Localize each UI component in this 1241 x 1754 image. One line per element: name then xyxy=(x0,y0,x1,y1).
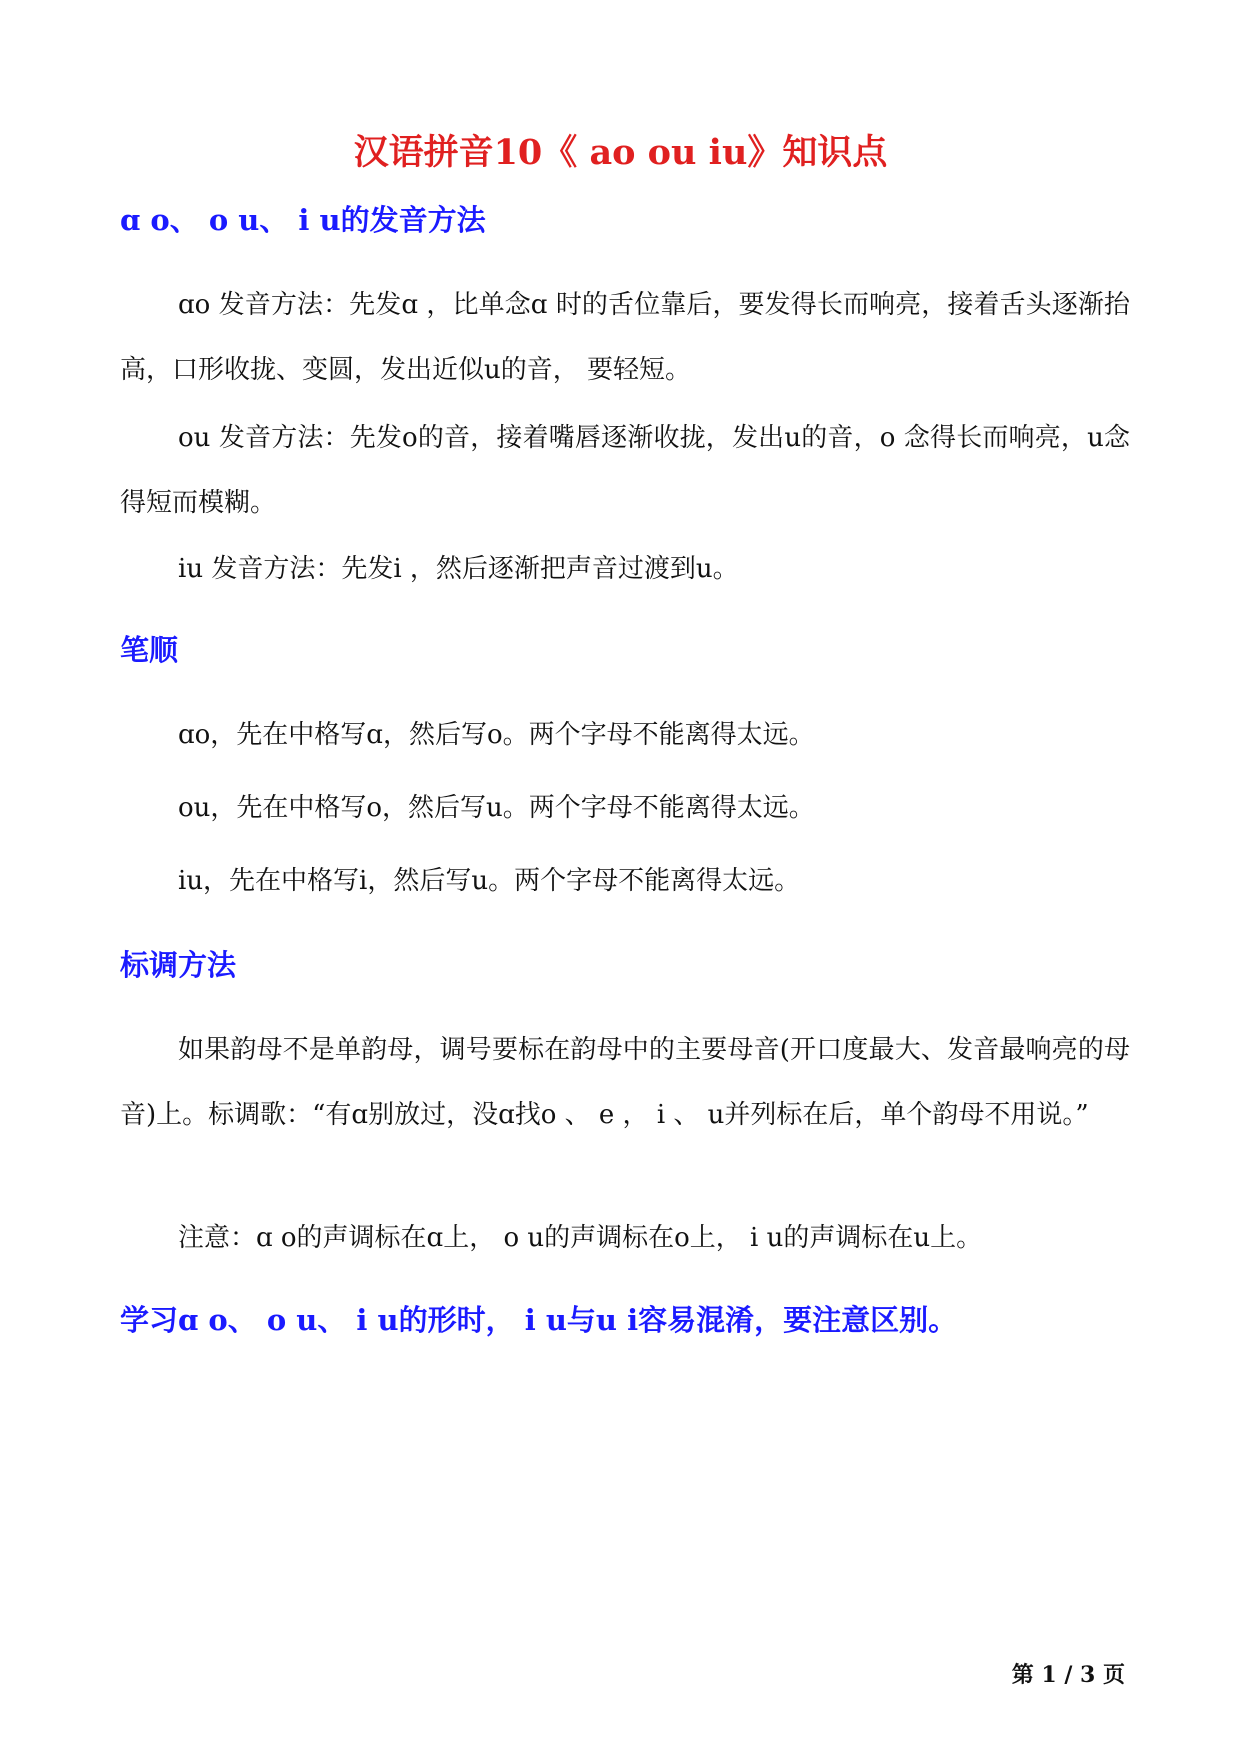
paragraph-ou-stroke-order: ou，先在中格写o，然后写u。两个字母不能离得太远。 xyxy=(178,793,815,823)
paragraph-iu-pronunciation: iu 发音方法：先发i ，然后逐渐把声音过渡到u。 xyxy=(178,554,739,584)
paragraph-tone-marking-note: 注意：ɑ o的声调标在ɑ上， o u的声调标在o上， i u的声调标在u上。 xyxy=(178,1223,983,1253)
paragraph-tone-marking-rule: 如果韵母不是单韵母，调号要标在韵母中的主要母音(开口度最大、发音最响亮的母音)上。标调歌：“有ɑ别放过，没ɑ找o 、 e ， i 、 u并列标在后，单个韵母不用说。” xyxy=(120,1035,1130,1130)
section-heading-tone-marking: 标调方法 xyxy=(120,948,237,982)
paragraph-ao-pronunciation: ɑo 发音方法：先发ɑ ，比单念ɑ 时的舌位靠后，要发得长而响亮，接着舌头逐渐抬高，口形收拢、变圆，发出近似u的音， 要轻短。 xyxy=(120,290,1130,385)
paragraph-ou-pronunciation: ou 发音方法：先发o的音，接着嘴唇逐渐收拢，发出u的音，o 念得长而响亮，u念得短而模糊。 xyxy=(120,423,1130,518)
section-heading-distinction-tip: 学习ɑ o、 o u、 i u的形时， i u与u i容易混淆，要注意区别。 xyxy=(120,1303,958,1337)
paragraph-iu-stroke-order: iu，先在中格写i，然后写u。两个字母不能离得太远。 xyxy=(178,866,801,896)
page-title: 汉语拼音10《 ao ou iu》知识点 xyxy=(353,132,888,173)
section-heading-pronunciation: ɑ o、 o u、 i u的发音方法 xyxy=(120,203,486,237)
page-indicator: 第 1 / 3 页 xyxy=(1011,1662,1125,1688)
section-heading-stroke-order: 笔顺 xyxy=(120,633,179,667)
paragraph-ao-stroke-order: ɑo，先在中格写ɑ，然后写o。两个字母不能离得太远。 xyxy=(178,720,815,750)
